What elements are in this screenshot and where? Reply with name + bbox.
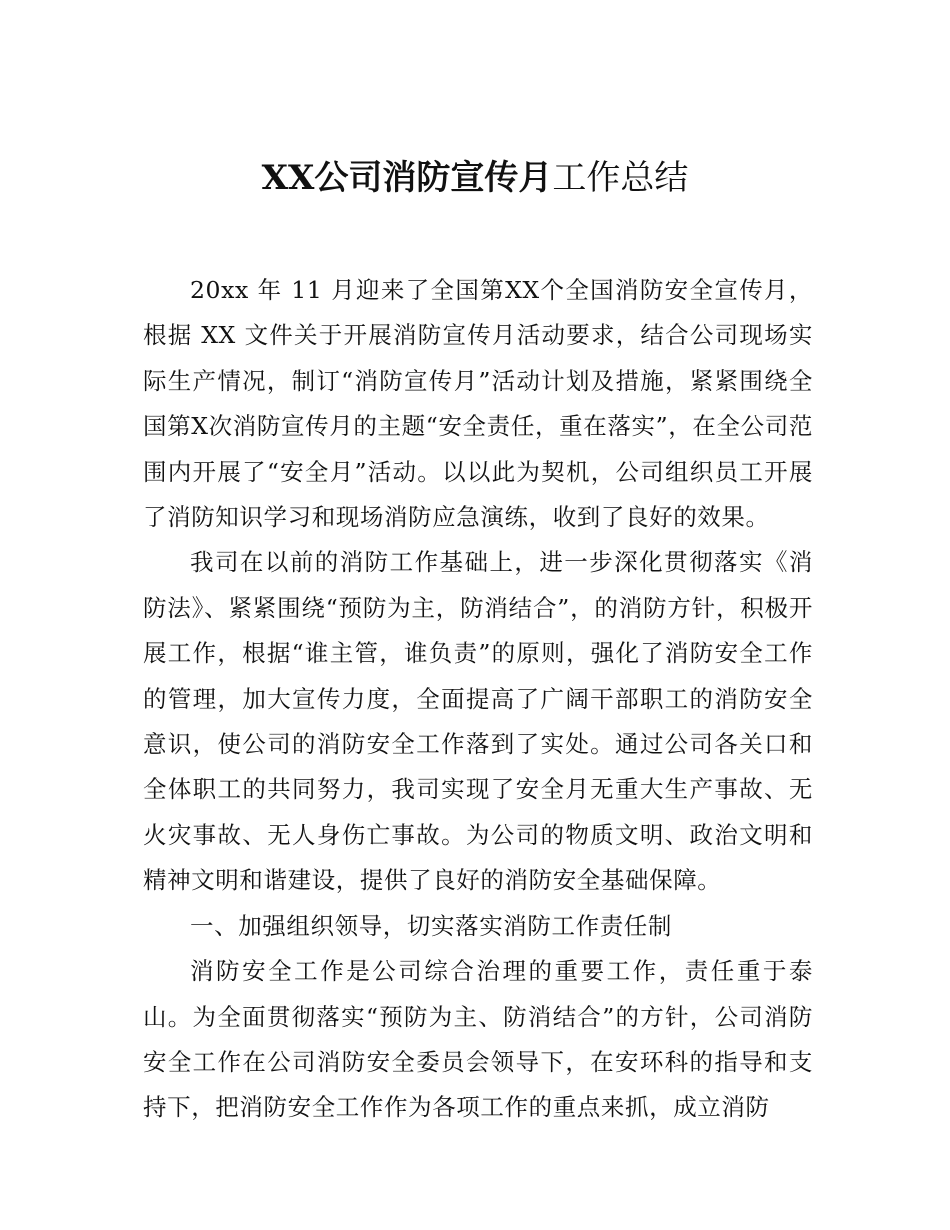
paragraph-section-1: 消防安全工作是公司综合治理的重要工作，责任重于泰山。为全面贯彻落实“预防为主、防消结合”的方针，公司消防安全工作在公司消防安全委员会领导下，在安环科的指导和支持下，把消防安全工作作为各项工作的重点来抓，成立消防 xyxy=(143,957,813,1122)
title-normal-part: 工作总结 xyxy=(552,158,689,198)
document-title xyxy=(0,152,950,204)
paragraph-summary: 我司在以前的消防工作基础上，进一步深化贯彻落实《消防法》、紧紧围绕“预防为主，防消结合”，的消防方针，积极开展工作，根据“谁主管，谁负责”的原则，强化了消防安全工作的管理，加大宣传力度，全面提高了广阔干部职工的消防安全意识，使公司的消防安全工作落到了实处。通过公司各关口和全体职工的共同努力，我司实现了安全月无重大生产事故、无火灾事故、无人身伤亡事故。为公司的物质文明、政治文明和精神文明和谐建设，提供了良好的消防安全基础保障。 xyxy=(143,548,813,895)
title-bold-part: XX公司消防宣传月 xyxy=(261,158,553,198)
paragraph-intro: 20xx 年 11 月迎来了全国第XX个全国消防安全宣传月，根据 XX 文件关于开展消防宣传月活动要求，结合公司现场实际生产情况，制订“消防宣传月”活动计划及措施，紧紧围绕全国第X次消防宣传月的主题“安全责任，重在落实”，在全公司范围内开展了“安全月”活动。以以此为契机，公司组织员工开展了消防知识学习和现场消防应急演练，收到了良好的效果。 xyxy=(143,276,813,532)
section-heading-1: 一、加强组织领导，切实落实消防工作责任制 xyxy=(190,911,672,940)
document-body xyxy=(143,268,813,1131)
